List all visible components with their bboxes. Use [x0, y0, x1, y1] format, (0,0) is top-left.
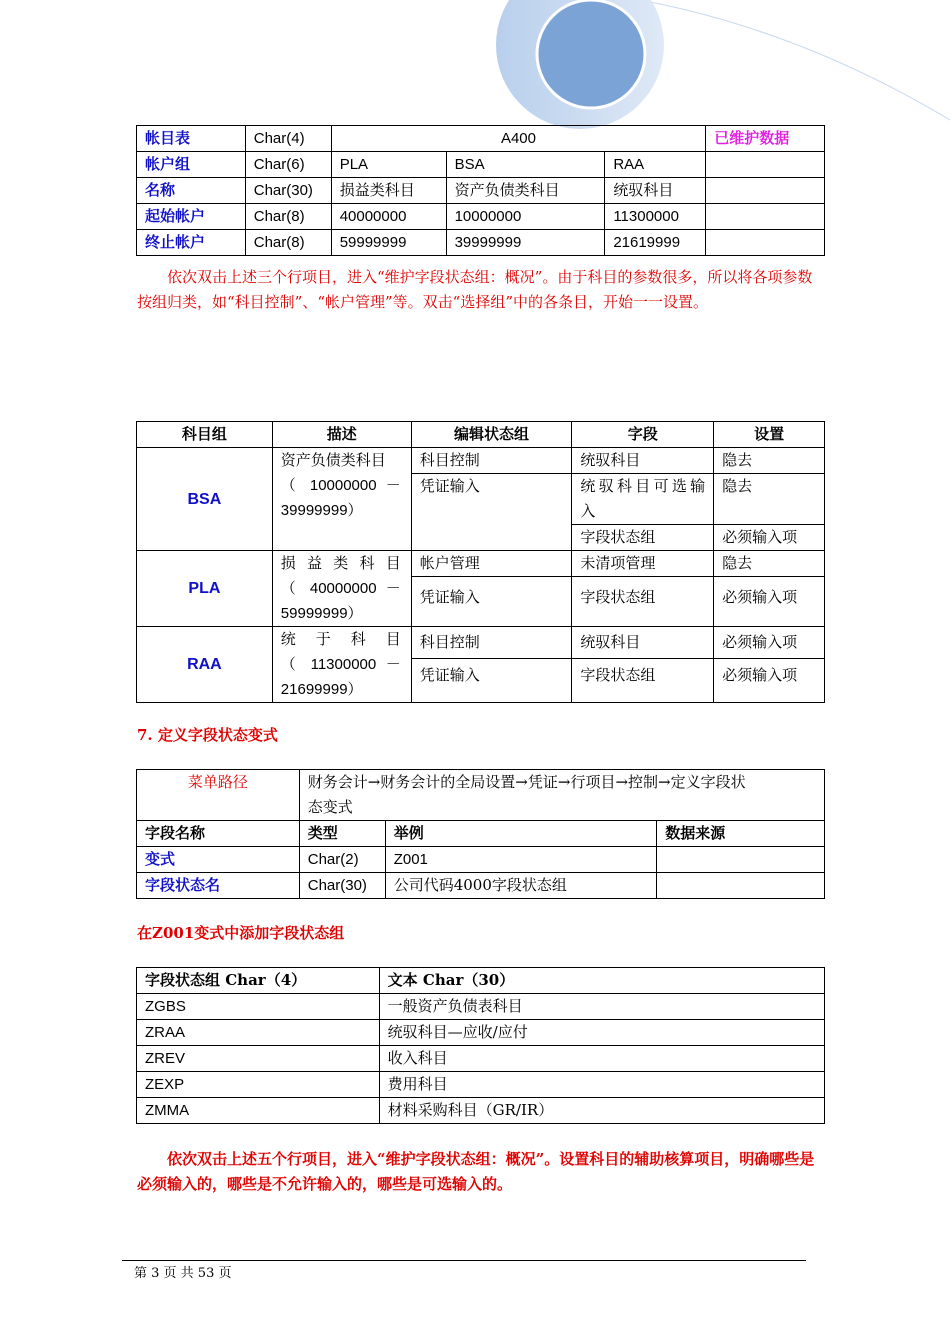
group-text: 收入科目 — [379, 1046, 824, 1072]
empty-cell — [706, 178, 825, 204]
field-name: 字段状态组 — [572, 659, 714, 703]
cell-value: 统驭科目 — [605, 178, 706, 204]
setting: 必须输入项 — [714, 577, 825, 627]
row-label: 终止帐户 — [137, 230, 246, 256]
group-code: RAA — [137, 627, 273, 703]
desc-line: （ 10000000 － — [280, 477, 401, 494]
group-code: ZMMA — [137, 1098, 380, 1124]
setting: 隐去 — [714, 474, 825, 525]
group-text: 材料采购科目（GR/IR） — [379, 1098, 824, 1124]
table-row — [137, 448, 825, 474]
header-cell: 字段名称 — [137, 821, 300, 847]
setting: 必须输入项 — [714, 627, 825, 659]
row-type: Char(8) — [245, 230, 331, 256]
row-type: Char(30) — [245, 178, 331, 204]
field-name: 统驭科目 — [572, 448, 714, 474]
cell-value: 59999999 — [331, 230, 446, 256]
table-row — [137, 1072, 825, 1098]
table-row — [137, 1098, 825, 1124]
desc-line: 统于科目 — [280, 630, 401, 648]
cell-value: RAA — [605, 152, 706, 178]
account-table — [136, 125, 825, 256]
row-type: Char(4) — [245, 126, 331, 152]
swoosh-line — [640, 0, 950, 120]
field-type: Char(30) — [299, 873, 385, 899]
row-label: 起始帐户 — [137, 204, 246, 230]
setting: 隐去 — [714, 448, 825, 474]
menu-path-line: 态变式 — [307, 798, 353, 816]
table-row — [137, 126, 825, 152]
table-row — [137, 204, 825, 230]
row-type: Char(8) — [245, 204, 331, 230]
field-type: Char(2) — [299, 847, 385, 873]
setting: 隐去 — [714, 551, 825, 577]
maintained-note: 已维护数据 — [706, 126, 825, 152]
desc-line: 39999999） — [280, 502, 363, 519]
field-name — [572, 474, 714, 525]
header-cell: 编辑状态组 — [411, 422, 572, 448]
setting: 必须输入项 — [714, 659, 825, 703]
edit-group: 凭证输入 — [411, 659, 572, 703]
header-cell: 举例 — [385, 821, 657, 847]
row-label: 帐目表 — [137, 126, 246, 152]
field-name: 统驭科目 — [572, 627, 714, 659]
table-row — [137, 847, 825, 873]
header-cell: 科目组 — [137, 422, 273, 448]
group-code: ZGBS — [137, 994, 380, 1020]
field-name: 未清项管理 — [572, 551, 714, 577]
header-row — [137, 821, 825, 847]
desc-line: 59999999） — [280, 605, 363, 622]
field-line: 入 — [580, 502, 596, 520]
desc-line: 21699999） — [280, 681, 363, 698]
field-status-variant-table — [136, 769, 825, 899]
field-source — [657, 847, 825, 873]
group-code: BSA — [137, 448, 273, 551]
edit-group: 科目控制 — [411, 627, 572, 659]
table-row — [137, 873, 825, 899]
page-footer: 第 3 页 共 53 页 — [134, 1266, 232, 1281]
cell-value: 损益类科目 — [331, 178, 446, 204]
header-decoration — [0, 0, 950, 140]
desc-line: 资产负债类科目 — [280, 451, 386, 469]
group-text: 统驭科目—应收/应付 — [379, 1020, 824, 1046]
group-text: 一般资产负债表科目 — [379, 994, 824, 1020]
group-description — [272, 627, 411, 703]
desc-line: （ 40000000 － — [280, 580, 401, 597]
empty-cell — [706, 152, 825, 178]
setting: 必须输入项 — [714, 525, 825, 551]
field-example: Z001 — [385, 847, 657, 873]
menu-path — [299, 770, 824, 821]
empty-cell — [706, 204, 825, 230]
cell-value: PLA — [331, 152, 446, 178]
group-code: ZRAA — [137, 1020, 380, 1046]
instruction-paragraph-2: 依次双击上述五个行项目，进入“维护字段状态组：概况”。设置科目的辅助核算项目，明确哪些是必须输入的，哪些是不允许输入的，哪些是可选输入的。 — [137, 1150, 815, 1193]
field-name: 变式 — [137, 847, 300, 873]
header-cell: 数据来源 — [657, 821, 825, 847]
header-row — [137, 968, 825, 994]
cell-value: 10000000 — [446, 204, 605, 230]
edit-group: 凭证输入 — [411, 577, 572, 627]
field-source — [657, 873, 825, 899]
field-name: 字段状态名 — [137, 873, 300, 899]
field-example: 公司代码4000字段状态组 — [385, 873, 657, 899]
header-cell: 字段状态组 Char（4） — [137, 968, 380, 994]
chart-of-accounts-value: A400 — [331, 126, 706, 152]
menu-path-line: 财务会计→财务会计的全局设置→凭证→行项目→控制→定义字段状 — [307, 773, 746, 791]
cell-value: 39999999 — [446, 230, 605, 256]
header-row — [137, 422, 825, 448]
row-label: 帐户组 — [137, 152, 246, 178]
group-code: ZREV — [137, 1046, 380, 1072]
header-cell: 字段 — [572, 422, 714, 448]
empty-cell — [706, 230, 825, 256]
field-line: 统驭科目可选输 — [580, 477, 706, 495]
menu-path-row — [137, 770, 825, 821]
cell-value: 资产负债类科目 — [446, 178, 605, 204]
header-cell: 设置 — [714, 422, 825, 448]
cell-value: 40000000 — [331, 204, 446, 230]
edit-group: 帐户管理 — [411, 551, 572, 577]
group-description — [272, 551, 411, 627]
table-row — [137, 627, 825, 659]
instruction-paragraph-1: 依次双击上述三个行项目，进入“维护字段状态组：概况”。由于科目的参数很多，所以将各项参数按组归类，如“科目控制”、“帐户管理”等。双击“选择组”中的各条目，开始一一设置。 — [137, 268, 813, 311]
row-label: 名称 — [137, 178, 246, 204]
table-row — [137, 551, 825, 577]
edit-group: 凭证输入 — [411, 474, 572, 551]
field-status-group-table — [136, 967, 825, 1124]
desc-line: （ 11300000 － — [280, 656, 401, 673]
section-heading-z001: 在Z001变式中添加字段状态组 — [137, 924, 345, 942]
cell-value: 21619999 — [605, 230, 706, 256]
table-row — [137, 1046, 825, 1072]
table-row — [137, 1020, 825, 1046]
group-text: 费用科目 — [379, 1072, 824, 1098]
header-cell: 类型 — [299, 821, 385, 847]
group-code: ZEXP — [137, 1072, 380, 1098]
cell-value: BSA — [446, 152, 605, 178]
group-code: PLA — [137, 551, 273, 627]
header-cell: 描述 — [272, 422, 411, 448]
header-cell: 文本 Char（30） — [379, 968, 824, 994]
row-type: Char(6) — [245, 152, 331, 178]
table-row — [137, 178, 825, 204]
field-name: 字段状态组 — [572, 525, 714, 551]
footer-divider — [122, 1260, 806, 1261]
section-heading-7: 7. 定义字段状态变式 — [137, 726, 278, 744]
table-row — [137, 994, 825, 1020]
table-row — [137, 230, 825, 256]
field-name: 字段状态组 — [572, 577, 714, 627]
group-description — [272, 448, 411, 551]
desc-line: 损益类科目 — [280, 554, 401, 572]
cell-value: 11300000 — [605, 204, 706, 230]
account-group-table — [136, 421, 825, 703]
menu-path-label: 菜单路径 — [137, 770, 300, 821]
table-row — [137, 152, 825, 178]
edit-group: 科目控制 — [411, 448, 572, 474]
